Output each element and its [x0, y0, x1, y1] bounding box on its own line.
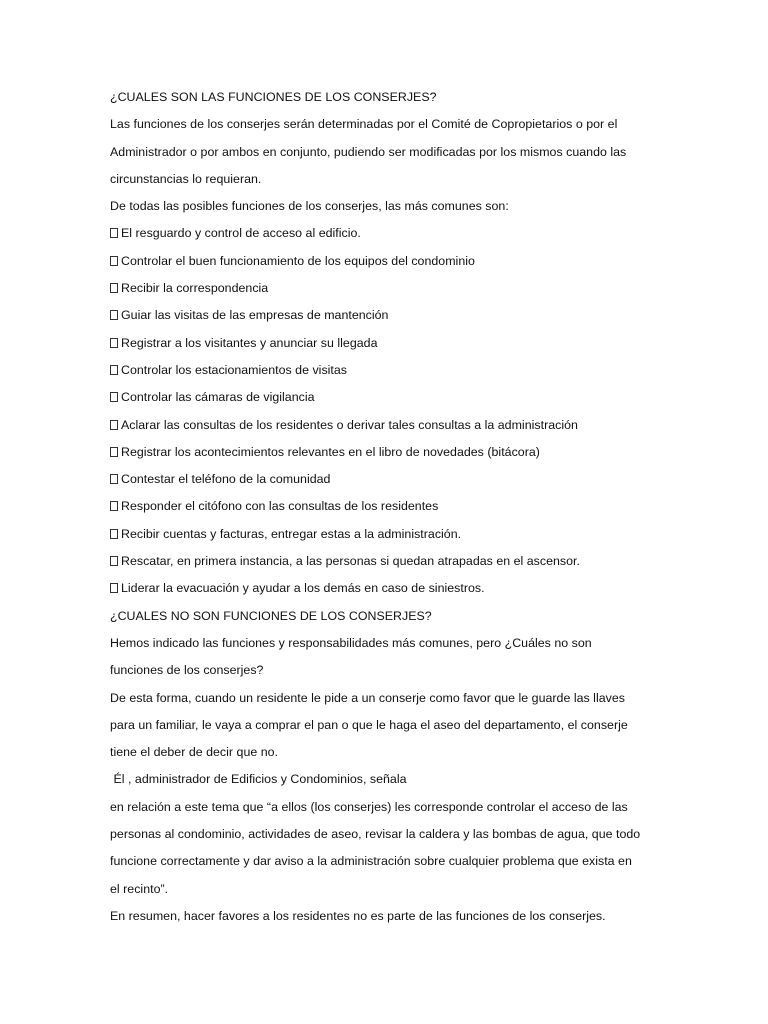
list-item	[110, 493, 670, 520]
list-item-text: Controlar el buen funcionamiento de los equipos del condominio	[121, 253, 475, 268]
list-item-text: Responder el citófono con las consultas de los residentes	[121, 499, 439, 514]
document-body	[110, 84, 670, 930]
missing-glyph-bullet-icon	[110, 310, 118, 320]
missing-glyph-bullet-icon	[110, 338, 118, 348]
list-item	[110, 412, 670, 439]
paragraph-line: funciones de los conserjes?	[110, 663, 264, 678]
list-item-text: Recibir cuentas y facturas, entregar estas a la administración.	[121, 526, 462, 541]
list-item-text: Registrar los acontecimientos relevantes en el libro de novedades (bitácora)	[121, 444, 540, 459]
missing-glyph-bullet-icon	[110, 501, 118, 511]
list-item-text: Guiar las visitas de las empresas de mantención	[121, 308, 389, 323]
missing-glyph-bullet-icon	[110, 556, 118, 566]
paragraph-line: En resumen, hacer favores a los residentes no es parte de las funciones de los conserjes.	[110, 908, 606, 923]
list-item-text: Rescatar, en primera instancia, a las personas si quedan atrapadas en el ascensor.	[121, 554, 580, 569]
missing-glyph-bullet-icon	[110, 392, 118, 402]
list-item-text: Liderar la evacuación y ayudar a los demás en caso de siniestros.	[121, 581, 485, 596]
missing-glyph-bullet-icon	[110, 583, 118, 593]
paragraph-line: circunstancias lo requieran.	[110, 171, 262, 186]
missing-glyph-bullet-icon	[110, 256, 118, 266]
list-item	[110, 302, 670, 329]
paragraph-line: Las funciones de los conserjes serán determinadas por el Comité de Copropietarios o por el	[110, 117, 618, 132]
paragraph-line: Él , administrador de Edificios y Condominios, señala	[110, 772, 407, 787]
list-item	[110, 357, 670, 384]
missing-glyph-bullet-icon	[110, 228, 118, 238]
paragraph-line: funcione correctamente y dar aviso a la administración sobre cualquier problema que exista en	[110, 854, 632, 869]
paragraph-line: personas al condominio, actividades de aseo, revisar la caldera y las bombas de agua, que todo	[110, 827, 641, 842]
paragraph-line: Administrador o por ambos en conjunto, pudiendo ser modificadas por los mismos cuando las	[110, 144, 627, 159]
missing-glyph-bullet-icon	[110, 283, 118, 293]
paragraph-line: el recinto”.	[110, 881, 169, 896]
paragraph-line: De todas las posibles funciones de los conserjes, las más comunes son:	[110, 199, 509, 214]
list-item	[110, 384, 670, 411]
missing-glyph-bullet-icon	[110, 420, 118, 430]
paragraph-line: Hemos indicado las funciones y responsabilidades más comunes, pero ¿Cuáles no son	[110, 635, 592, 650]
paragraph-line: para un familiar, le vaya a comprar el pan o que le haga el aseo del departamento, el conserje	[110, 717, 628, 732]
list-item-text: El resguardo y control de acceso al edificio.	[121, 226, 361, 241]
heading-functions: ¿CUALES SON LAS FUNCIONES DE LOS CONSERJES?	[110, 90, 437, 104]
heading-non-functions: ¿CUALES NO SON FUNCIONES DE LOS CONSERJES?	[110, 608, 432, 623]
list-item-text: Recibir la correspondencia	[121, 281, 269, 296]
list-item	[110, 275, 670, 302]
list-item-text: Controlar los estacionamientos de visitas	[121, 362, 348, 377]
paragraph-line: en relación a este tema que “a ellos (los conserjes) les corresponde controlar el acceso de las	[110, 799, 628, 814]
list-item-text: Aclarar las consultas de los residentes o derivar tales consultas a la administración	[121, 417, 578, 432]
list-item	[110, 220, 670, 247]
list-item	[110, 248, 670, 275]
paragraph-line: De esta forma, cuando un residente le pide a un conserje como favor que le guarde las llaves	[110, 690, 625, 705]
list-item	[110, 439, 670, 466]
list-item-text: Controlar las cámaras de vigilancia	[121, 390, 315, 405]
list-item	[110, 548, 670, 575]
list-item	[110, 575, 670, 602]
missing-glyph-bullet-icon	[110, 447, 118, 457]
list-item	[110, 521, 670, 548]
missing-glyph-bullet-icon	[110, 474, 118, 484]
list-item-text: Registrar a los visitantes y anunciar su llegada	[121, 335, 378, 350]
list-item	[110, 466, 670, 493]
missing-glyph-bullet-icon	[110, 365, 118, 375]
list-item	[110, 330, 670, 357]
missing-glyph-bullet-icon	[110, 529, 118, 539]
paragraph-line: tiene el deber de decir que no.	[110, 745, 279, 760]
list-item-text: Contestar el teléfono de la comunidad	[121, 472, 331, 487]
